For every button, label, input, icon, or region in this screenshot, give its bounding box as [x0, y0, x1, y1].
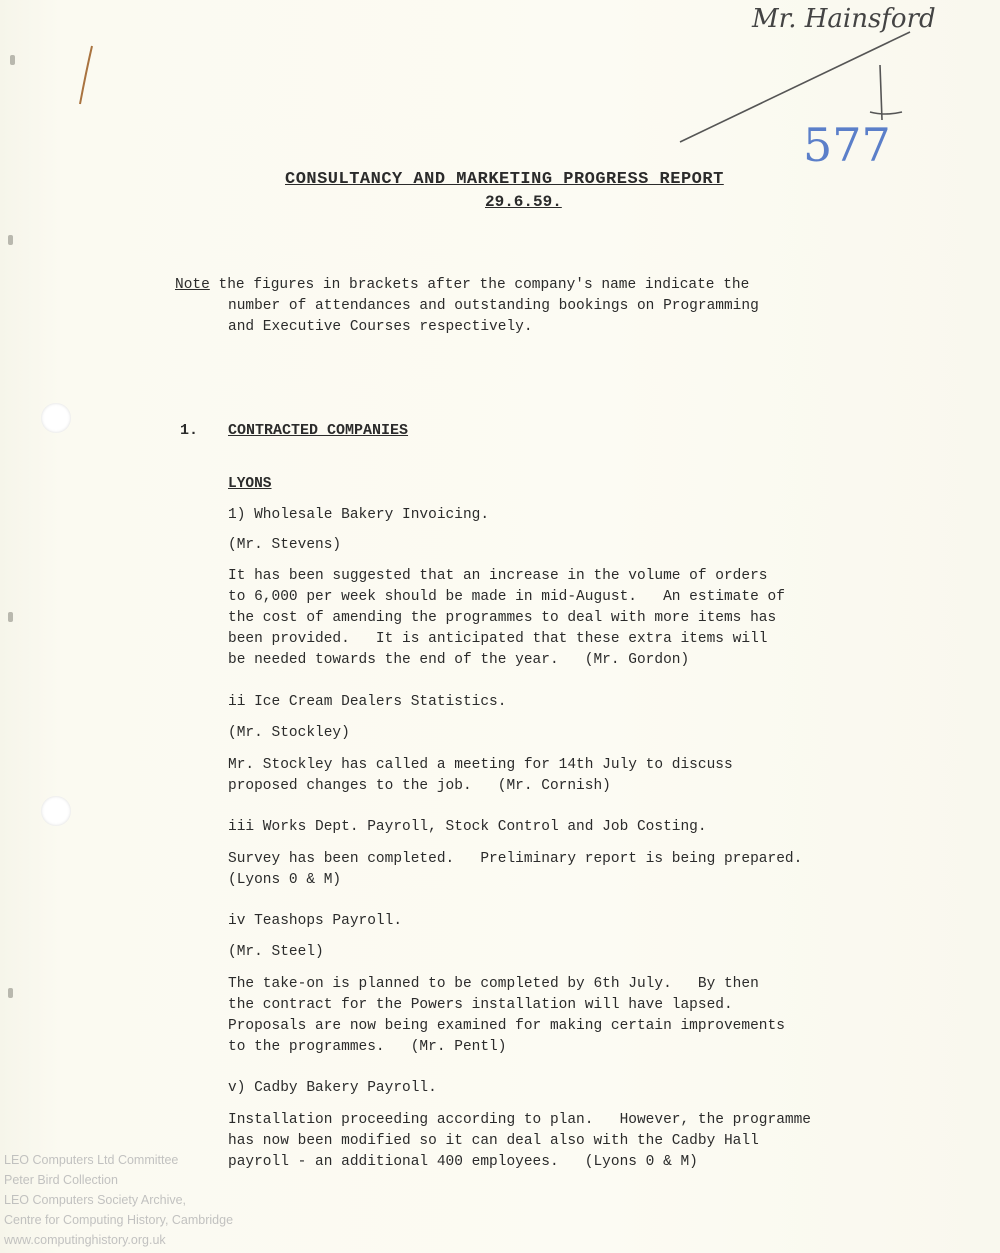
watermark-line: LEO Computers Ltd Committee — [4, 1153, 179, 1167]
item-body — [228, 566, 908, 671]
body-line: It has been suggested that an increase in the volume of orders — [228, 568, 768, 584]
note-label: Note — [175, 277, 210, 293]
body-line: to 6,000 per week should be made in mid-August. An estimate of — [228, 589, 785, 605]
item-body — [228, 755, 908, 797]
body-line: (Lyons 0 & M) — [228, 872, 342, 888]
body-line: been provided. It is anticipated that these extra items will — [228, 631, 768, 647]
note-paragraph — [175, 275, 855, 338]
item-title: ii Ice Cream Dealers Statistics. — [228, 694, 507, 710]
subheading: LYONS — [228, 476, 272, 492]
body-line: Survey has been completed. Preliminary report is being prepared. — [228, 851, 803, 867]
body-line: be needed towards the end of the year. (Mr. Gordon) — [228, 652, 690, 668]
body-line: the contract for the Powers installation will have lapsed. — [228, 997, 733, 1013]
body-line: to the programmes. (Mr. Pentl) — [228, 1039, 507, 1055]
section-heading — [180, 422, 408, 439]
punch-hole-top — [41, 403, 71, 433]
handwritten-strokes — [670, 20, 930, 150]
body-line: Proposals are now being examined for making certain improvements — [228, 1018, 785, 1034]
body-line: Mr. Stockley has called a meeting for 14th July to discuss — [228, 757, 733, 773]
handwritten-name: Mr. Hainsford — [752, 4, 936, 34]
body-line: Installation proceeding according to plan. However, the programme — [228, 1112, 811, 1128]
item-body — [228, 1110, 908, 1173]
note-line: and Executive Courses respectively. — [228, 319, 533, 335]
report-title: CONSULTANCY AND MARKETING PROGRESS REPORT — [285, 170, 724, 189]
archive-watermark — [4, 1150, 233, 1250]
section-number: 1. — [180, 422, 199, 439]
item-body — [228, 974, 908, 1058]
item-contact: (Mr. Stockley) — [228, 725, 350, 741]
body-line: has now been modified so it can deal also with the Cadby Hall — [228, 1133, 759, 1149]
item-title: iv Teashops Payroll. — [228, 913, 403, 929]
watermark-line: Centre for Computing History, Cambridge — [4, 1213, 234, 1227]
body-line: payroll - an additional 400 employees. (Lyons 0 & M) — [228, 1154, 698, 1170]
watermark-line: Peter Bird Collection — [4, 1173, 118, 1187]
body-line: The take-on is planned to be completed by 6th July. By then — [228, 976, 759, 992]
section-title: CONTRACTED COMPANIES — [228, 422, 409, 439]
report-date: 29.6.59. — [485, 193, 562, 211]
item-title: 1) Wholesale Bakery Invoicing. — [228, 507, 490, 523]
watermark-line: LEO Computers Society Archive, — [4, 1193, 187, 1207]
note-text: the figures in brackets after the company's name indicate the — [209, 277, 750, 293]
margin-mark — [10, 55, 15, 65]
note-line: number of attendances and outstanding bookings on Programming — [228, 298, 759, 314]
item-title: v) Cadby Bakery Payroll. — [228, 1080, 437, 1096]
margin-mark — [8, 988, 13, 998]
margin-mark — [8, 235, 13, 245]
margin-mark — [8, 612, 13, 622]
note-line — [175, 275, 855, 296]
item-body — [228, 849, 908, 891]
body-line: proposed changes to the job. (Mr. Cornish) — [228, 778, 611, 794]
item-contact: (Mr. Steel) — [228, 944, 324, 960]
item-title: iii Works Dept. Payroll, Stock Control and Job Costing. — [228, 819, 707, 835]
body-line: the cost of amending the programmes to deal with more items has — [228, 610, 777, 626]
pencil-mark — [76, 42, 96, 112]
punch-hole-bottom — [41, 796, 71, 826]
folio-number: 577 — [803, 118, 891, 172]
item-contact: (Mr. Stevens) — [228, 537, 342, 553]
watermark-line: www.computinghistory.org.uk — [4, 1233, 166, 1247]
